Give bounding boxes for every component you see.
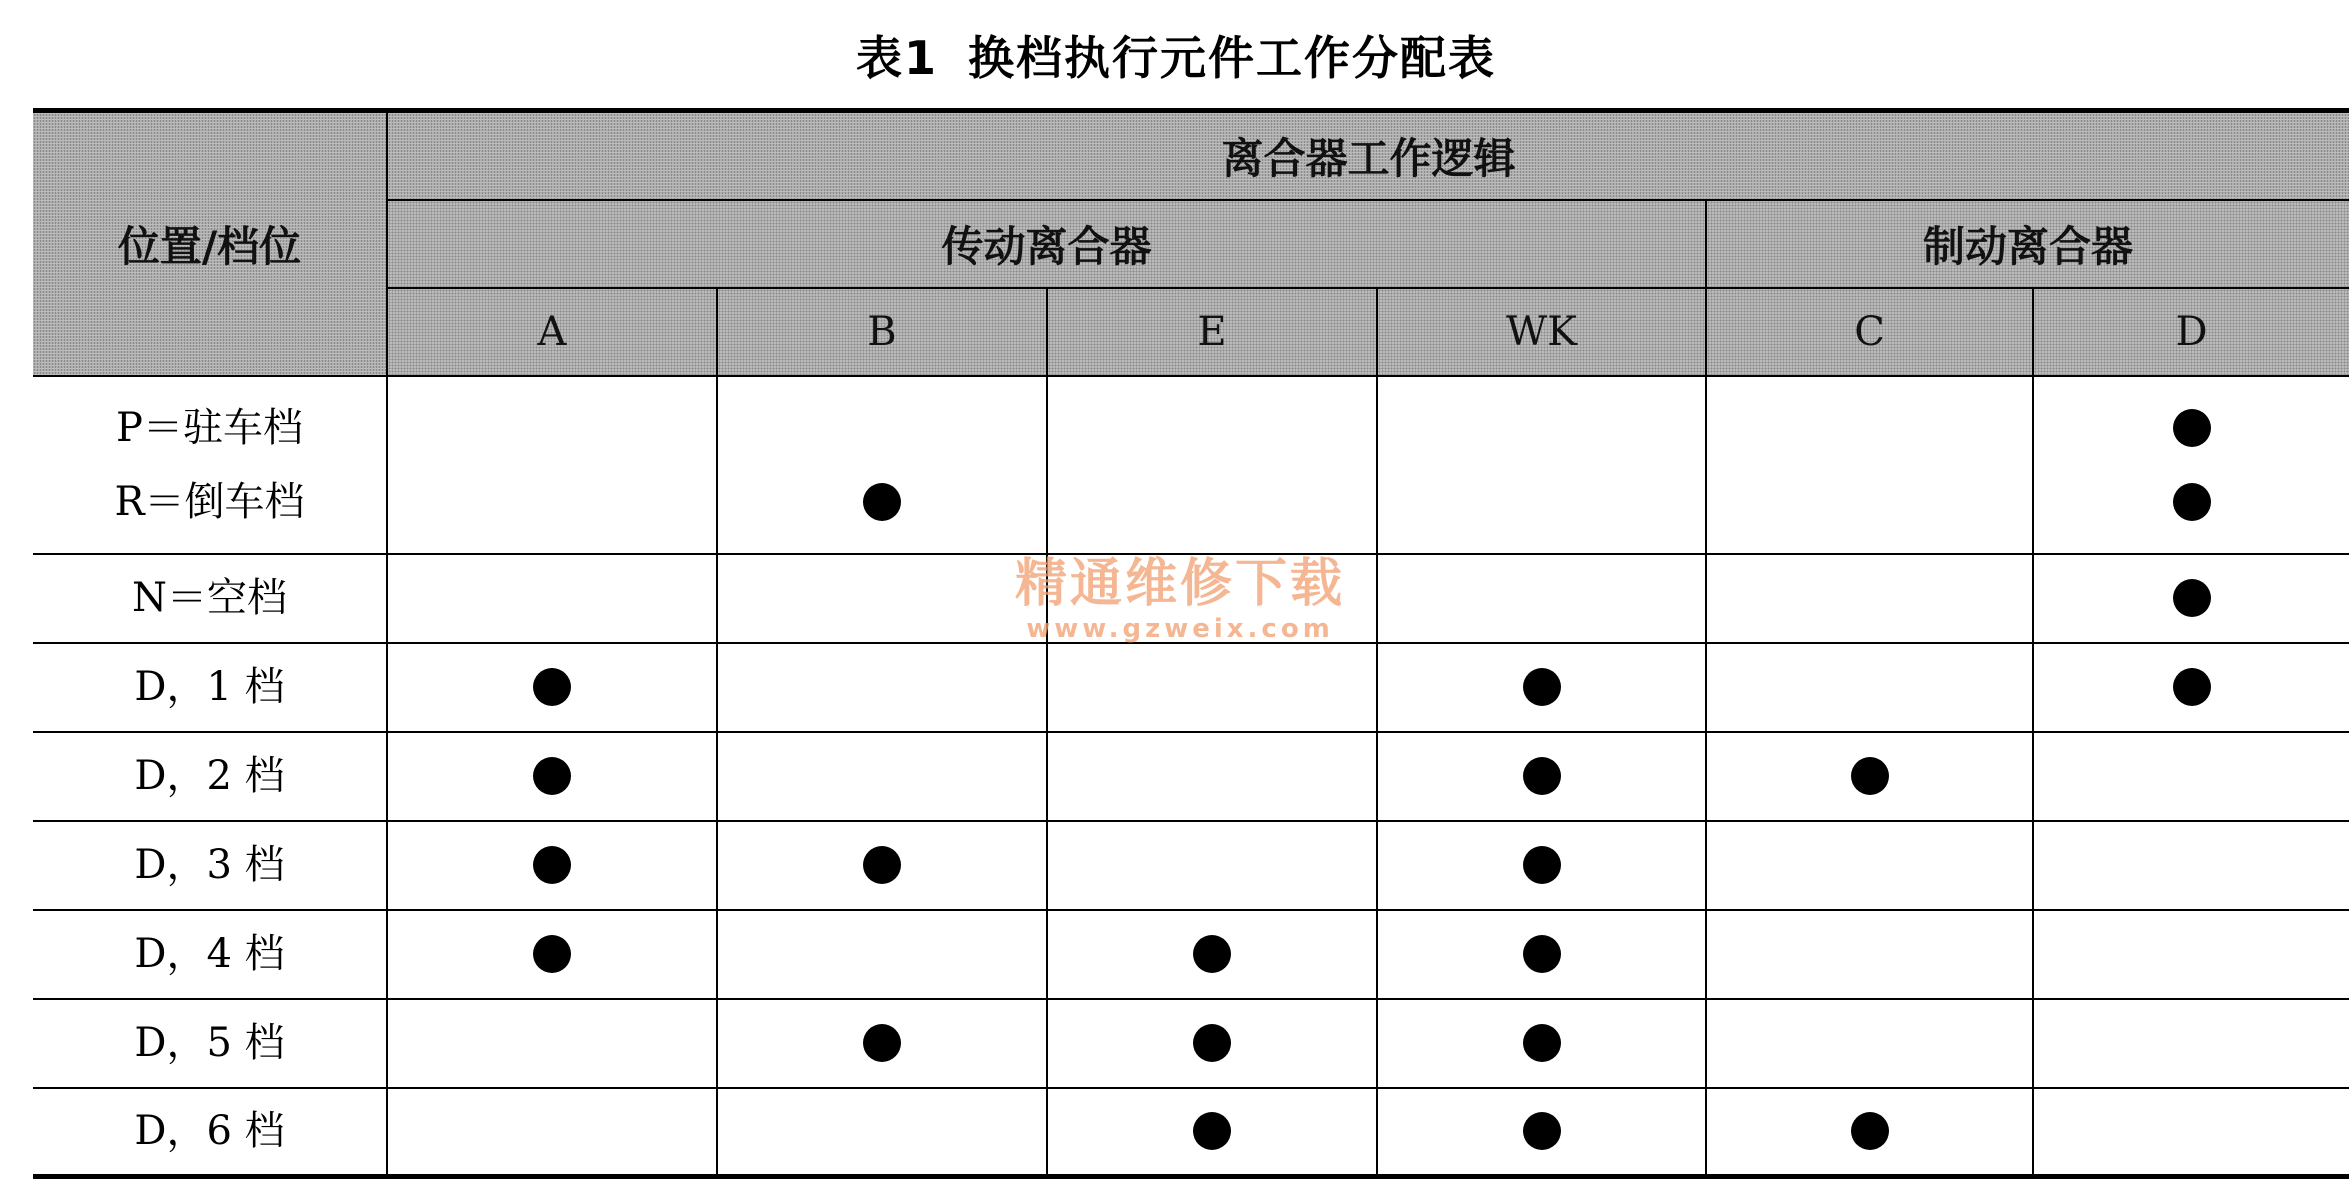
table-body [33,376,2349,1177]
empty-slot [1193,846,1231,884]
column-header-c: C [1706,288,2033,376]
empty-slot [863,1112,901,1150]
filled-circle-icon [533,668,571,706]
filled-circle-icon [1523,1024,1561,1062]
header-position-gear: 位置/档位 [33,111,387,376]
cell-b [717,910,1047,999]
table-title: 换档执行元件工作分配表 [968,31,1496,85]
empty-slot [1193,668,1231,706]
empty-slot [1851,409,1889,447]
cell-a [387,1088,717,1177]
watermark-text: 精通维修下载 [1014,554,1345,614]
position-label-cell [33,910,387,999]
cell-e [1047,910,1377,999]
watermark-url: www.gzweix.com [1026,614,1334,644]
empty-slot [2173,846,2211,884]
empty-slot [1523,579,1561,617]
table-caption [0,22,2352,88]
cell-wk [1377,999,1706,1088]
empty-slot [533,579,571,617]
cell-d [2033,821,2349,910]
cell-a [387,910,717,999]
position-label-cell [33,999,387,1088]
cell-b [717,554,1047,643]
filled-circle-icon [1193,1024,1231,1062]
column-header-a: A [387,288,717,376]
empty-slot [1851,935,1889,973]
filled-circle-icon [1851,1112,1889,1150]
cell-wk [1377,1088,1706,1177]
position-label-cell [33,1088,387,1177]
cell-b [717,376,1047,554]
position-label-cell [33,643,387,732]
column-header-e: E [1047,288,1377,376]
filled-circle-icon [1523,668,1561,706]
table-row [33,554,2349,643]
cell-wk [1377,554,1706,643]
cell-wk [1377,643,1706,732]
filled-circle-icon [1523,935,1561,973]
filled-circle-icon [1523,757,1561,795]
empty-slot [1851,483,1889,521]
column-header-wk: WK [1377,288,1706,376]
cell-e [1047,643,1377,732]
cell-wk [1377,821,1706,910]
position-label-cell [33,376,387,554]
filled-circle-icon [863,1024,901,1062]
cell-a [387,554,717,643]
cell-c [1706,821,2033,910]
cell-a [387,643,717,732]
position-label-cell [33,821,387,910]
table-row [33,376,2349,554]
table-row [33,732,2349,821]
table-row [33,643,2349,732]
empty-slot [533,409,571,447]
empty-slot [1193,483,1231,521]
cell-c [1706,376,2033,554]
position-label: D，6 档 [134,1108,285,1155]
filled-circle-icon [1193,1112,1231,1150]
position-label: D，4 档 [134,931,285,977]
cell-wk [1377,732,1706,821]
cell-e [1047,554,1377,643]
filled-circle-icon [1523,1112,1561,1150]
cell-wk [1377,910,1706,999]
cell-c [1706,732,2033,821]
empty-slot [863,668,901,706]
filled-circle-icon [533,935,571,973]
cell-a [387,732,717,821]
filled-circle-icon [533,846,571,884]
filled-circle-icon [1851,757,1889,795]
table-row [33,821,2349,910]
cell-b [717,732,1047,821]
empty-slot [533,483,571,521]
position-label: P＝驻车档 [116,404,303,451]
filled-circle-icon [533,757,571,795]
empty-slot [863,935,901,973]
cell-c [1706,999,2033,1088]
empty-slot [1523,483,1561,521]
column-header-b: B [717,288,1047,376]
empty-slot [2173,935,2211,973]
filled-circle-icon [863,846,901,884]
empty-slot [1851,846,1889,884]
table-row [33,1088,2349,1177]
filled-circle-icon [2173,483,2211,521]
cell-b [717,1088,1047,1177]
empty-slot [863,757,901,795]
empty-slot [2173,1024,2211,1062]
cell-e [1047,821,1377,910]
header-drive-clutches: 传动离合器 [387,200,1706,288]
empty-slot [1851,579,1889,617]
cell-d [2033,643,2349,732]
empty-slot [1193,409,1231,447]
cell-e [1047,999,1377,1088]
filled-circle-icon [1193,935,1231,973]
empty-slot [863,579,901,617]
filled-circle-icon [2173,409,2211,447]
cell-d [2033,1088,2349,1177]
cell-e [1047,732,1377,821]
empty-slot [1193,579,1231,617]
position-label: N＝空档 [132,575,287,621]
filled-circle-icon [863,483,901,521]
header-brake-clutches: 制动离合器 [1706,200,2349,288]
cell-d [2033,732,2349,821]
cell-e [1047,1088,1377,1177]
position-label: D，1 档 [134,664,285,710]
filled-circle-icon [2173,668,2211,706]
cell-d [2033,910,2349,999]
cell-a [387,821,717,910]
empty-slot [533,1024,571,1062]
cell-c [1706,643,2033,732]
empty-slot [2173,1112,2211,1150]
position-label: R＝倒车档 [114,478,305,525]
cell-b [717,643,1047,732]
empty-slot [1193,757,1231,795]
empty-slot [1851,1024,1889,1062]
cell-b [717,821,1047,910]
cell-a [387,376,717,554]
empty-slot [2173,757,2211,795]
cell-c [1706,1088,2033,1177]
cell-wk [1377,376,1706,554]
position-label: D，5 档 [134,1020,285,1066]
empty-slot [533,1112,571,1150]
position-label-cell [33,554,387,643]
position-label-cell [33,732,387,821]
cell-d [2033,376,2349,554]
empty-slot [863,409,901,447]
cell-c [1706,910,2033,999]
filled-circle-icon [1523,846,1561,884]
empty-slot [1523,409,1561,447]
position-label: D，2 档 [134,753,285,799]
cell-b [717,999,1047,1088]
column-header-d: D [2033,288,2349,376]
cell-d [2033,554,2349,643]
cell-d [2033,999,2349,1088]
shift-element-table [33,108,2349,1179]
position-label: D，3 档 [134,842,285,888]
cell-a [387,999,717,1088]
table-row [33,999,2349,1088]
empty-slot [1851,668,1889,706]
header-clutch-logic: 离合器工作逻辑 [387,111,2349,200]
cell-c [1706,554,2033,643]
table-number: 表1 [855,31,938,85]
table-row [33,910,2349,999]
filled-circle-icon [2173,579,2211,617]
cell-e [1047,376,1377,554]
